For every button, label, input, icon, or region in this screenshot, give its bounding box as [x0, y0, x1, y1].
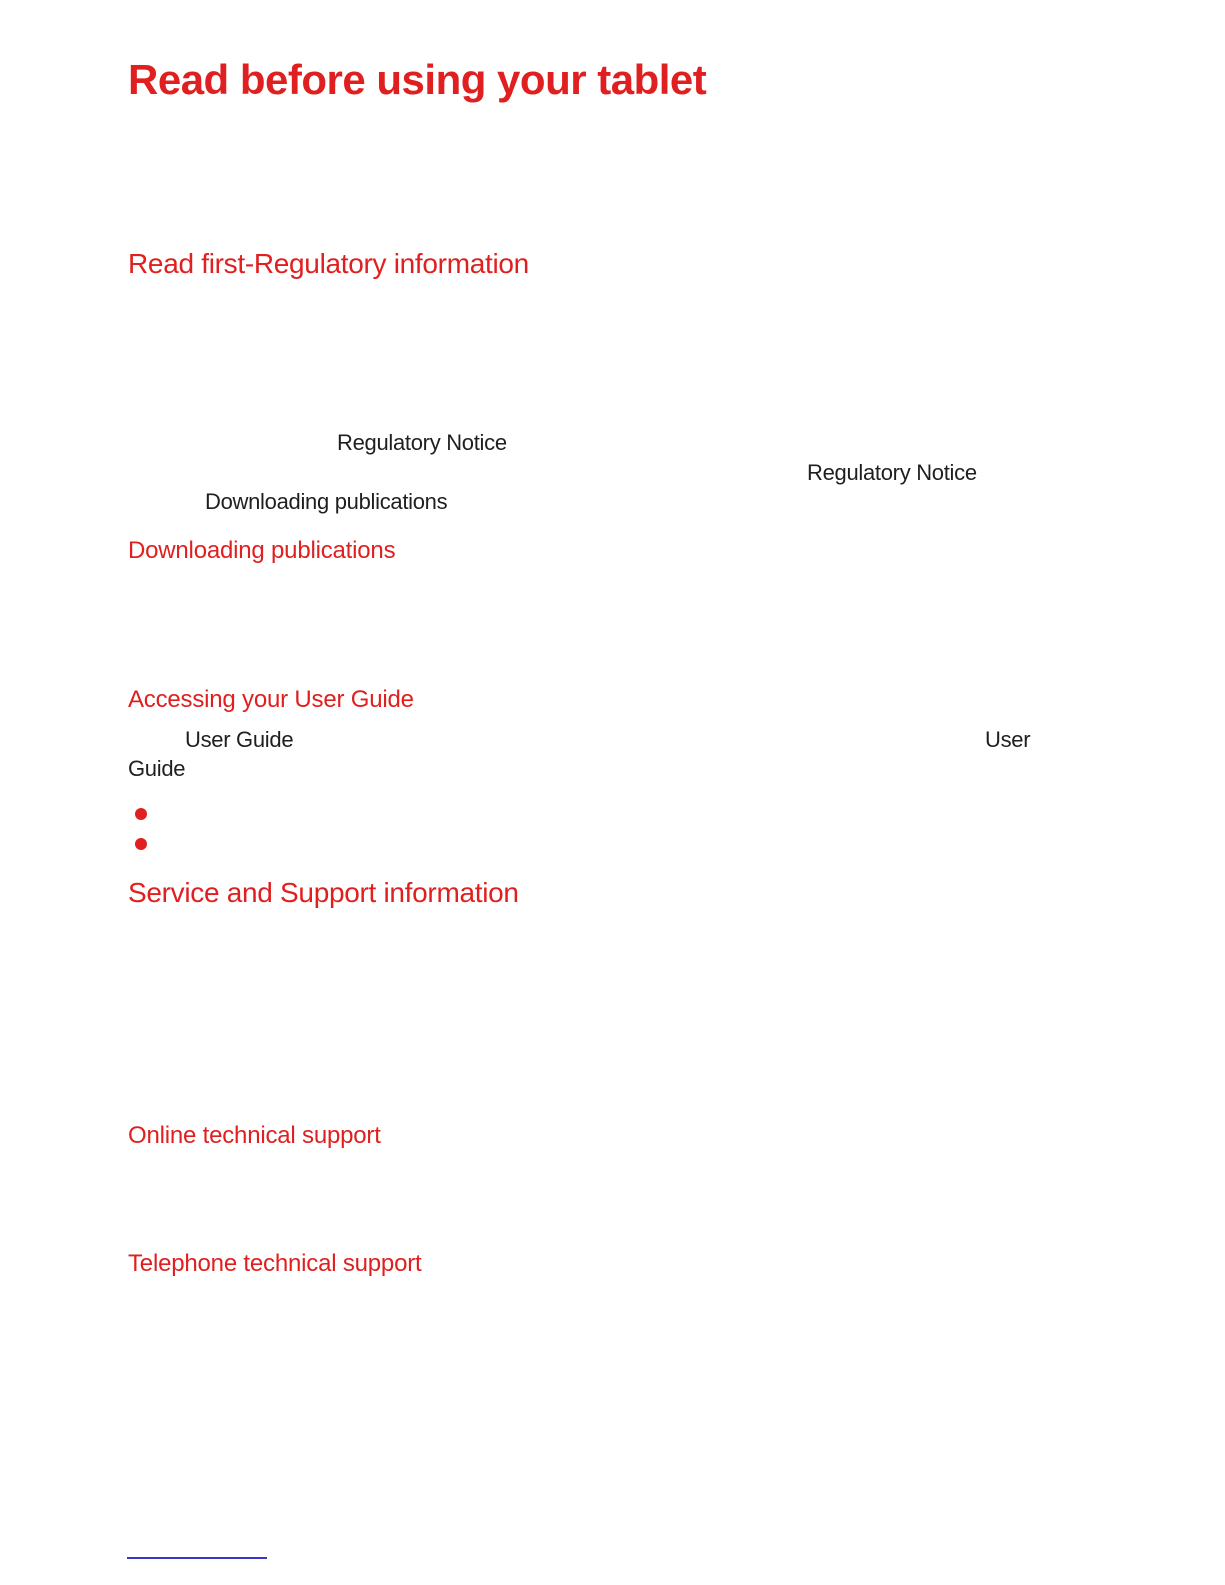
heading-telephone-technical-support: Telephone technical support: [128, 1250, 422, 1277]
page-title: Read before using your tablet: [128, 56, 707, 103]
heading-online-technical-support: Online technical support: [128, 1122, 381, 1149]
regulatory-notice-reference: Regulatory Notice: [807, 460, 977, 485]
user-guide-reference: User: [985, 727, 1031, 752]
footnote-divider: [127, 1557, 267, 1559]
regulatory-notice-reference: Regulatory Notice: [337, 430, 507, 455]
bullet-icon: [135, 808, 147, 820]
bullet-icon: [135, 838, 147, 850]
user-guide-reference: User Guide: [185, 727, 294, 752]
user-guide-reference: Guide: [128, 756, 186, 781]
downloading-publications-reference: Downloading publications: [205, 489, 448, 514]
heading-regulatory-information: Read first-Regulatory information: [128, 248, 529, 279]
heading-service-support: Service and Support information: [128, 877, 519, 908]
heading-accessing-user-guide: Accessing your User Guide: [128, 686, 414, 713]
heading-downloading-publications: Downloading publications: [128, 537, 396, 564]
